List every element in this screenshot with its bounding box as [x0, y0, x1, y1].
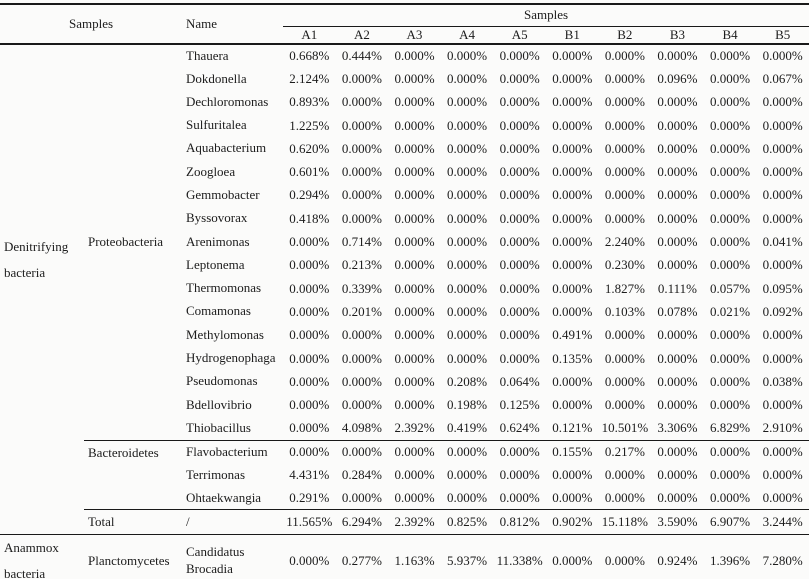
value-cell: 0.000% [710, 327, 751, 343]
genus-name-cell: Thiobacillus [186, 419, 251, 435]
value-cell: 0.021% [710, 303, 751, 319]
value-cell: 0.103% [604, 303, 645, 319]
value-cell: 0.000% [341, 94, 382, 110]
value-cell: 0.000% [447, 280, 488, 296]
value-cell: 10.501% [601, 420, 649, 436]
value-cell: 0.000% [447, 164, 488, 180]
value-cell: 0.000% [604, 70, 645, 86]
value-cell: 0.000% [394, 48, 435, 64]
phylum-cell: Bacteroidetes [84, 440, 182, 510]
genus-name-cell: Pseudomonas [186, 373, 258, 389]
value-cell: 6.829% [710, 420, 751, 436]
genus-name-cell: Sulfuritalea [186, 117, 247, 133]
value-cell: 0.000% [499, 187, 540, 203]
table-row [0, 440, 809, 463]
value-cell: 0.000% [657, 257, 698, 273]
value-cell: 0.000% [447, 490, 488, 506]
column-header-b3: B3 [651, 26, 704, 44]
table-row [0, 535, 809, 579]
value-cell: 0.000% [710, 466, 751, 482]
value-cell: 0.000% [499, 327, 540, 343]
value-cell: 0.000% [604, 327, 645, 343]
column-header-a3: A3 [388, 26, 441, 44]
value-cell: 2.124% [289, 70, 330, 86]
value-cell: 0.000% [447, 70, 488, 86]
value-cell: 0.000% [657, 140, 698, 156]
value-cell: 0.064% [499, 373, 540, 389]
value-cell: 0.000% [341, 327, 382, 343]
value-cell: 0.668% [289, 48, 330, 64]
value-cell: 0.092% [762, 303, 803, 319]
value-cell: 0.000% [657, 164, 698, 180]
value-cell: 0.000% [499, 257, 540, 273]
value-cell: 0.000% [394, 164, 435, 180]
total-name-cell: / [182, 510, 283, 535]
column-header-a4: A4 [441, 26, 494, 44]
value-cell: 0.096% [657, 70, 698, 86]
total-label-cell: Total [84, 510, 182, 535]
value-cell: 0.000% [341, 164, 382, 180]
value-cell: 4.431% [289, 466, 330, 482]
value-cell: 0.277% [336, 535, 389, 579]
value-cell: 0.000% [604, 187, 645, 203]
value-cell: 0.444% [341, 48, 382, 64]
value-cell: 0.601% [289, 164, 330, 180]
table-body [0, 44, 809, 579]
header-row-1 [0, 4, 809, 26]
group-label-cell: Anammox bacteria [0, 535, 84, 579]
value-cell: 0.000% [552, 140, 593, 156]
value-cell: 0.000% [710, 187, 751, 203]
value-cell: 0.000% [657, 397, 698, 413]
value-cell: 0.000% [604, 164, 645, 180]
value-cell: 0.000% [710, 397, 751, 413]
genus-name-cell: Terrimonas [186, 466, 246, 482]
value-cell: 0.000% [447, 94, 488, 110]
value-cell: 0.418% [289, 210, 330, 226]
value-cell: 0.208% [447, 373, 488, 389]
value-cell: 0.000% [447, 117, 488, 133]
value-cell: 0.000% [283, 535, 336, 579]
value-cell: 0.000% [756, 440, 809, 463]
value-cell: 0.000% [499, 164, 540, 180]
value-cell: 0.000% [657, 48, 698, 64]
value-cell: 5.937% [441, 535, 494, 579]
value-cell: 0.000% [499, 48, 540, 64]
value-cell: 0.000% [499, 280, 540, 296]
genus-name-cell: Arenimonas [186, 233, 250, 249]
value-cell: 0.000% [604, 210, 645, 226]
value-cell: 0.000% [499, 490, 540, 506]
value-cell: 3.244% [756, 510, 809, 535]
value-cell: 0.000% [762, 210, 803, 226]
value-cell: 0.000% [762, 350, 803, 366]
value-cell: 0.000% [341, 140, 382, 156]
value-cell: 6.294% [336, 510, 389, 535]
value-cell: 0.213% [341, 257, 382, 273]
value-cell: 0.000% [604, 397, 645, 413]
value-cell: 0.000% [394, 490, 435, 506]
value-cell: 0.000% [388, 440, 441, 463]
value-cell: 0.000% [394, 94, 435, 110]
value-cell: 0.000% [552, 490, 593, 506]
value-cell: 0.095% [762, 280, 803, 296]
value-cell: 0.000% [289, 350, 330, 366]
value-cell: 0.000% [552, 48, 593, 64]
value-cell: 0.000% [499, 350, 540, 366]
value-cell: 0.067% [762, 70, 803, 86]
value-cell: 0.000% [604, 466, 645, 482]
value-cell: 0.339% [341, 280, 382, 296]
value-cell: 0.000% [499, 140, 540, 156]
phylum-cell: Planctomycetes [84, 535, 182, 579]
samples-span-header: Samples [283, 4, 809, 26]
value-cell: 0.000% [341, 210, 382, 226]
value-cell: 0.419% [447, 420, 488, 436]
value-cell: 0.000% [657, 187, 698, 203]
value-cell: 0.000% [447, 187, 488, 203]
column-header-a2: A2 [336, 26, 389, 44]
value-cell: 0.000% [657, 210, 698, 226]
value-cell: 0.000% [394, 234, 435, 250]
value-cell: 0.000% [710, 117, 751, 133]
value-cell: 0.000% [447, 48, 488, 64]
value-cell: 0.893% [289, 94, 330, 110]
value-cell: 0.000% [762, 327, 803, 343]
value-cell: 0.000% [604, 140, 645, 156]
value-cell: 0.000% [710, 350, 751, 366]
value-cell: 0.620% [289, 140, 330, 156]
value-cell: 0.000% [336, 440, 389, 463]
value-cell: 0.000% [394, 397, 435, 413]
value-cell: 11.565% [283, 510, 336, 535]
value-cell: 0.000% [762, 94, 803, 110]
value-cell: 0.000% [289, 420, 330, 436]
genus-name-cell: Hydrogenophaga [186, 350, 276, 366]
value-cell: 0.000% [604, 490, 645, 506]
value-cell: 0.057% [710, 280, 751, 296]
value-cell: 0.000% [499, 70, 540, 86]
value-cell: 0.000% [289, 327, 330, 343]
genus-name-cell: Byssovorax [186, 210, 248, 226]
table-header [0, 4, 809, 44]
value-cell: 0.284% [341, 466, 382, 482]
value-cell: 0.000% [341, 117, 382, 133]
value-cell: 0.000% [552, 373, 593, 389]
value-cell: 0.000% [394, 327, 435, 343]
total-row [0, 510, 809, 535]
value-cell: 0.201% [341, 303, 382, 319]
value-cell: 0.000% [499, 234, 540, 250]
column-header-b1: B1 [546, 26, 599, 44]
value-cell: 0.000% [447, 257, 488, 273]
genus-name-cell: Dokdonella [186, 70, 247, 86]
value-cell: 0.000% [762, 164, 803, 180]
genus-name-cell: Aquabacterium [186, 140, 267, 156]
value-cell: 0.000% [289, 303, 330, 319]
table-row [0, 44, 809, 67]
value-cell: 0.000% [546, 535, 599, 579]
value-cell: 3.590% [651, 510, 704, 535]
value-cell: 0.000% [657, 490, 698, 506]
value-cell: 0.000% [762, 140, 803, 156]
value-cell: 2.240% [604, 234, 645, 250]
value-cell: 0.825% [441, 510, 494, 535]
value-cell: 0.000% [394, 373, 435, 389]
value-cell: 0.000% [499, 466, 540, 482]
value-cell: 0.000% [289, 373, 330, 389]
value-cell: 0.230% [604, 257, 645, 273]
row-group-header: Samples [0, 4, 182, 44]
value-cell: 0.000% [762, 48, 803, 64]
value-cell: 0.000% [394, 280, 435, 296]
value-cell: 0.000% [447, 234, 488, 250]
value-cell: 0.000% [762, 466, 803, 482]
value-cell: 0.000% [657, 350, 698, 366]
value-cell: 0.000% [394, 350, 435, 366]
genus-name-cell: Zoogloea [186, 163, 236, 179]
value-cell: 0.000% [394, 303, 435, 319]
value-cell: 11.338% [493, 535, 546, 579]
name-column-header: Name [182, 4, 283, 44]
value-cell: 0.000% [604, 117, 645, 133]
value-cell: 15.118% [599, 510, 652, 535]
value-cell: 0.000% [651, 440, 704, 463]
value-cell: 0.000% [552, 280, 593, 296]
value-cell: 0.000% [394, 257, 435, 273]
value-cell: 0.000% [710, 210, 751, 226]
abundance-table [0, 3, 809, 579]
value-cell: 0.000% [762, 117, 803, 133]
value-cell: 0.000% [447, 327, 488, 343]
value-cell: 0.000% [289, 234, 330, 250]
value-cell: 1.225% [289, 117, 330, 133]
value-cell: 0.000% [657, 117, 698, 133]
value-cell: 0.000% [341, 373, 382, 389]
value-cell: 0.000% [394, 187, 435, 203]
value-cell: 0.000% [289, 257, 330, 273]
value-cell: 0.000% [341, 187, 382, 203]
value-cell: 0.000% [552, 234, 593, 250]
value-cell: 0.000% [552, 187, 593, 203]
value-cell: 0.000% [552, 397, 593, 413]
value-cell: 0.000% [599, 535, 652, 579]
value-cell: 0.000% [710, 140, 751, 156]
value-cell: 0.000% [499, 303, 540, 319]
value-cell: 0.000% [552, 257, 593, 273]
value-cell: 7.280% [756, 535, 809, 579]
value-cell: 0.125% [499, 397, 540, 413]
value-cell: 0.000% [762, 397, 803, 413]
value-cell: 0.902% [546, 510, 599, 535]
value-cell: 0.624% [499, 420, 540, 436]
value-cell: 0.000% [289, 397, 330, 413]
value-cell: 0.000% [552, 94, 593, 110]
value-cell: 0.000% [710, 94, 751, 110]
genus-name-cell: Dechloromonas [186, 93, 269, 109]
value-cell: 0.000% [710, 373, 751, 389]
value-cell: 3.306% [657, 420, 698, 436]
genus-name-cell: Gemmobacter [186, 186, 260, 202]
value-cell: 1.163% [388, 535, 441, 579]
value-cell: 0.000% [341, 350, 382, 366]
value-cell: 0.000% [394, 70, 435, 86]
value-cell: 0.000% [710, 48, 751, 64]
value-cell: 0.000% [604, 350, 645, 366]
column-header-a5: A5 [493, 26, 546, 44]
value-cell: 0.000% [341, 490, 382, 506]
value-cell: 0.000% [447, 350, 488, 366]
value-cell: 2.392% [394, 420, 435, 436]
column-header-b4: B4 [704, 26, 757, 44]
value-cell: 2.392% [388, 510, 441, 535]
column-header-b5: B5 [756, 26, 809, 44]
value-cell: 0.038% [762, 373, 803, 389]
phylum-cell: Proteobacteria [88, 234, 164, 250]
value-cell: 1.396% [704, 535, 757, 579]
value-cell: 0.000% [552, 210, 593, 226]
value-cell: 0.491% [552, 327, 593, 343]
column-header-a1: A1 [283, 26, 336, 44]
genus-name-cell: Thermomonas [186, 280, 262, 296]
genus-name-cell: Candidatus Brocadia [182, 535, 283, 579]
value-cell: 0.000% [657, 373, 698, 389]
value-cell: 0.000% [552, 303, 593, 319]
value-cell: 0.000% [394, 140, 435, 156]
value-cell: 0.000% [493, 440, 546, 463]
value-cell: 0.000% [499, 210, 540, 226]
value-cell: 0.000% [710, 234, 751, 250]
value-cell: 0.000% [604, 48, 645, 64]
value-cell: 2.910% [762, 420, 803, 436]
value-cell: 0.000% [710, 164, 751, 180]
value-cell: 0.000% [447, 466, 488, 482]
genus-name-cell: Flavobacterium [182, 440, 283, 463]
column-header-b2: B2 [599, 26, 652, 44]
value-cell: 0.078% [657, 303, 698, 319]
value-cell: 0.000% [762, 257, 803, 273]
genus-name-cell: Methylomonas [186, 326, 264, 342]
value-cell: 0.000% [552, 466, 593, 482]
value-cell: 0.000% [447, 303, 488, 319]
value-cell: 0.000% [657, 234, 698, 250]
value-cell: 0.000% [552, 70, 593, 86]
value-cell: 0.121% [552, 420, 593, 436]
genus-name-cell: Thauera [186, 47, 229, 63]
value-cell: 1.827% [604, 280, 645, 296]
value-cell: 0.000% [657, 327, 698, 343]
genus-name-cell: Ohtaekwangia [186, 489, 262, 505]
value-cell: 0.000% [704, 440, 757, 463]
value-cell: 0.000% [447, 210, 488, 226]
value-cell: 0.000% [762, 490, 803, 506]
value-cell: 0.000% [762, 187, 803, 203]
value-cell: 0.198% [447, 397, 488, 413]
value-cell: 0.714% [341, 234, 382, 250]
value-cell: 0.000% [341, 397, 382, 413]
value-cell: 0.291% [289, 490, 330, 506]
value-cell: 0.000% [341, 70, 382, 86]
group-label-cell: Denitrifying bacteria [4, 239, 69, 280]
value-cell: 0.217% [599, 440, 652, 463]
genus-name-cell: Bdellovibrio [186, 396, 252, 412]
value-cell: 0.111% [657, 280, 698, 296]
value-cell: 0.000% [710, 490, 751, 506]
value-cell: 0.000% [441, 440, 494, 463]
value-cell: 0.000% [604, 373, 645, 389]
value-cell: 0.000% [499, 94, 540, 110]
value-cell: 0.000% [394, 210, 435, 226]
value-cell: 0.000% [657, 466, 698, 482]
value-cell: 0.000% [710, 70, 751, 86]
value-cell: 0.000% [552, 117, 593, 133]
value-cell: 0.000% [447, 140, 488, 156]
value-cell: 0.000% [499, 117, 540, 133]
value-cell: 0.924% [651, 535, 704, 579]
value-cell: 0.000% [657, 94, 698, 110]
value-cell: 6.907% [704, 510, 757, 535]
value-cell: 0.812% [493, 510, 546, 535]
value-cell: 0.000% [394, 466, 435, 482]
genus-name-cell: Leptonema [186, 256, 245, 272]
value-cell: 0.294% [289, 187, 330, 203]
value-cell: 0.135% [552, 350, 593, 366]
genus-name-cell: Comamonas [186, 303, 251, 319]
value-cell: 0.000% [289, 280, 330, 296]
value-cell: 0.155% [546, 440, 599, 463]
value-cell: 0.000% [552, 164, 593, 180]
value-cell: 0.000% [283, 440, 336, 463]
value-cell: 0.000% [604, 94, 645, 110]
value-cell: 4.098% [341, 420, 382, 436]
value-cell: 0.041% [762, 234, 803, 250]
value-cell: 0.000% [394, 117, 435, 133]
value-cell: 0.000% [710, 257, 751, 273]
